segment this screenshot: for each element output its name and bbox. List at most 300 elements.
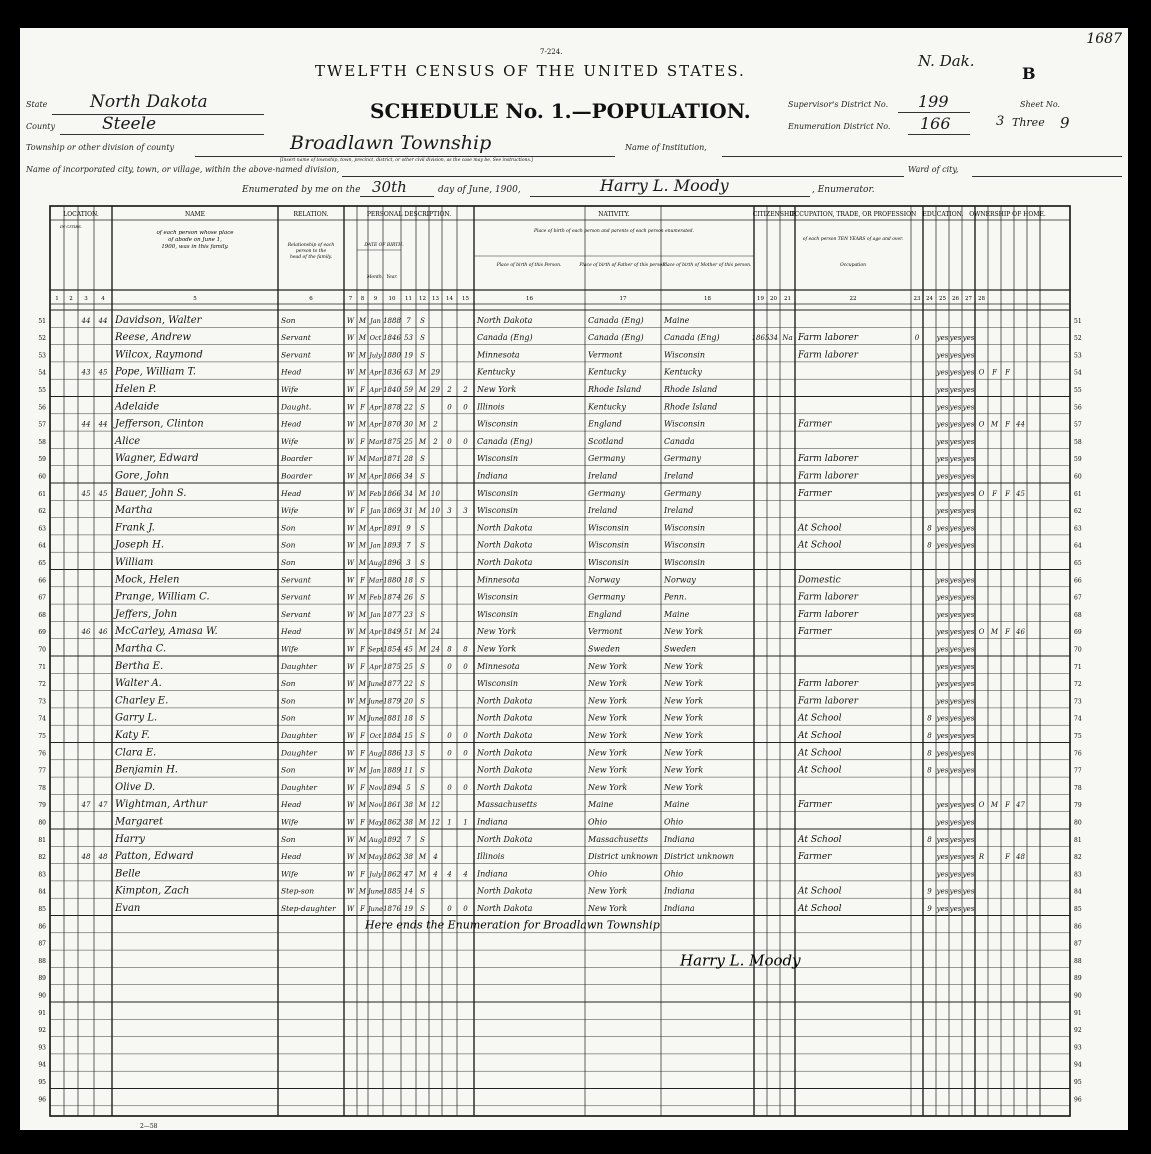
cell-children-living: 0: [463, 662, 468, 671]
cell-year: 1878: [383, 403, 401, 412]
cell-marital: S: [420, 905, 425, 913]
cell-sex: M: [358, 420, 367, 429]
line-number-right: 84: [1074, 888, 1082, 896]
cell-year: 1866: [383, 489, 401, 498]
cell-age: 26: [404, 593, 413, 602]
cell-marital: M: [418, 507, 427, 516]
cell-father-birth: Germany: [588, 488, 625, 498]
cell-mother-birth: Canada (Eng): [664, 333, 720, 343]
cell-year: 1849: [383, 628, 401, 637]
relation-column-description: Relationship of each: [287, 243, 335, 248]
line-number-left: 68: [38, 611, 46, 619]
birth-mother-header: Place of birth of Mother of this person.: [662, 263, 752, 268]
cell-schedule: 47: [1016, 801, 1025, 810]
cell-father-birth: Scotland: [588, 436, 624, 446]
line-number-right: 59: [1074, 456, 1082, 464]
cell-write: yes: [949, 662, 962, 671]
cell-years-married: 10: [431, 507, 440, 516]
line-number-right: 90: [1074, 992, 1082, 1000]
cell-occupation: Farm laborer: [798, 333, 859, 344]
cell-write: yes: [949, 420, 962, 429]
cell-birth: New York: [477, 385, 517, 394]
cell-month: Feb: [369, 489, 382, 498]
cell-children-born: 0: [447, 905, 452, 913]
cell-english: yes: [962, 386, 975, 394]
enumerated-mid: day of June, 1900,: [438, 185, 521, 195]
cell-occupation: Farmer: [798, 419, 832, 430]
cell-write: yes: [949, 351, 962, 360]
column-number: 24: [926, 296, 933, 302]
cell-month: Mar: [368, 576, 383, 585]
cell-name: Davidson, Walter: [115, 314, 202, 326]
column-group-header: OCCUPATION, TRADE, OR PROFESSION: [789, 211, 917, 218]
cell-sex: F: [360, 645, 365, 654]
cell-father-birth: New York: [588, 679, 628, 689]
cell-father-birth: Vermont: [588, 627, 623, 637]
cell-mother-birth: Ohio: [664, 869, 684, 879]
institution-label: Name of Institution,: [625, 143, 707, 152]
cell-sex: M: [358, 472, 367, 481]
cell-color: W: [346, 368, 355, 377]
cell-farm: F: [1005, 801, 1010, 810]
cell-mother-birth: Maine: [664, 800, 690, 810]
line-number-left: 67: [38, 594, 46, 602]
cell-marital: M: [418, 437, 427, 446]
cell-birth: Wisconsin: [477, 488, 519, 498]
cell-relation: Daughter: [281, 782, 317, 792]
cell-name: Belle: [115, 868, 141, 880]
cell-mother-birth: New York: [664, 713, 704, 723]
cell-children-living: 3: [463, 507, 468, 516]
cell-age: 38: [404, 853, 413, 862]
cell-write: yes: [949, 368, 962, 377]
cell-name: Helen P.: [115, 384, 157, 395]
cell-month: Apr: [369, 368, 382, 377]
cell-relation: Son: [281, 540, 296, 550]
cell-age: 22: [404, 403, 413, 412]
cell-father-birth: Wisconsin: [588, 540, 630, 550]
cell-father-birth: Germany: [588, 454, 625, 464]
cell-month: May: [368, 818, 383, 827]
cell-mother-birth: Maine: [664, 315, 690, 325]
cell-father-birth: Germany: [588, 592, 625, 602]
cell-year: 1836: [383, 368, 401, 377]
cell-relation: Son: [281, 713, 296, 723]
cell-mother-birth: Wisconsin: [664, 540, 706, 550]
column-number: 10: [388, 296, 396, 302]
cell-sex: M: [358, 697, 367, 706]
cell-read: yes: [936, 870, 949, 879]
cell-write: yes: [949, 801, 962, 810]
cell-marital: S: [420, 559, 425, 567]
cell-family: 48: [98, 853, 108, 862]
cell-write: yes: [949, 853, 962, 862]
cell-family: 46: [98, 628, 108, 637]
cell-read: yes: [936, 662, 949, 671]
cell-mother-birth: New York: [664, 679, 704, 689]
cell-name: Joseph H.: [115, 539, 164, 551]
cell-name: Katy F.: [115, 730, 150, 741]
line-number-left: 57: [38, 421, 46, 429]
cell-read: yes: [936, 680, 949, 689]
cell-english: yes: [962, 455, 975, 464]
cell-write: yes: [949, 714, 962, 723]
cell-year: 1886: [383, 749, 401, 758]
cell-occupation: Farmer: [798, 800, 832, 811]
cell-month: Mar: [368, 437, 383, 446]
cell-schedule: 48: [1016, 853, 1025, 862]
line-number-left: 87: [38, 940, 46, 948]
cell-age: 18: [404, 576, 413, 585]
cell-birth: Wisconsin: [477, 419, 519, 429]
cell-birth: North Dakota: [477, 696, 533, 706]
line-number-right: 63: [1074, 525, 1082, 533]
cell-relation: Wife: [281, 385, 299, 394]
cell-mother-birth: Indiana: [664, 834, 695, 844]
cell-month: Jan: [370, 507, 381, 516]
cell-family: 45: [98, 489, 108, 498]
cell-year: 1875: [383, 437, 401, 446]
cell-relation: Son: [281, 834, 296, 844]
cell-year: 1893: [383, 541, 401, 550]
cell-color: W: [346, 524, 355, 533]
cell-birth: North Dakota: [477, 765, 533, 775]
cell-children-born: 0: [447, 783, 452, 792]
cell-marital: M: [418, 386, 427, 394]
cell-name: Harry: [115, 833, 145, 845]
line-number-right: 91: [1074, 1009, 1082, 1017]
cell-schedule: 45: [1016, 489, 1025, 498]
cell-occupation: Farmer: [798, 488, 832, 499]
cell-marital: S: [420, 351, 425, 360]
cell-write: yes: [949, 576, 962, 585]
cell-naturalization: Na: [782, 334, 793, 343]
cell-schedule: 46: [1016, 628, 1025, 637]
cell-sex: M: [358, 680, 367, 689]
cell-color: W: [346, 662, 355, 671]
cell-marital: M: [418, 420, 427, 429]
cell-relation: Servant: [281, 609, 311, 619]
cell-marital: S: [420, 576, 425, 585]
cell-write: yes: [949, 645, 962, 654]
cell-write: yes: [949, 732, 962, 740]
cell-sex: M: [358, 334, 367, 343]
cell-sex: F: [360, 386, 365, 394]
cell-dwelling: 44: [81, 316, 91, 325]
line-number-left: 72: [38, 681, 46, 689]
line-number-right: 62: [1074, 508, 1082, 516]
cell-read: yes: [936, 645, 949, 654]
cell-mother-birth: Ireland: [664, 506, 694, 516]
cell-english: yes: [962, 593, 975, 602]
cell-write: yes: [949, 610, 962, 619]
cell-age: 19: [404, 905, 413, 913]
column-number: 18: [704, 296, 711, 302]
cell-month: Jan: [370, 610, 381, 619]
column-number: 15: [462, 296, 469, 302]
line-number-left: 66: [38, 577, 46, 585]
cell-read: yes: [936, 801, 949, 810]
cell-farm: F: [1005, 368, 1010, 377]
cell-birth: Wisconsin: [477, 454, 519, 464]
cell-relation: Head: [281, 800, 302, 810]
year-header: Year.: [386, 275, 398, 280]
cell-color: W: [346, 835, 355, 844]
line-number-right: 69: [1074, 629, 1082, 637]
ward-label: Ward of city,: [908, 165, 959, 174]
cell-occupation: Farmer: [798, 852, 832, 863]
form-code: 7-224.: [540, 48, 563, 56]
line-number-right: 70: [1074, 646, 1082, 654]
cell-color: W: [346, 610, 355, 619]
cell-marital: M: [418, 818, 427, 827]
column-number: 26: [952, 296, 959, 302]
cell-month: Apr: [369, 628, 382, 637]
cell-birth: North Dakota: [477, 782, 533, 792]
line-number-left: 77: [38, 767, 46, 775]
cell-children-living: 0: [463, 437, 468, 446]
cell-relation: Son: [281, 315, 296, 325]
cell-write: yes: [949, 334, 962, 343]
line-number-left: 64: [38, 542, 46, 550]
line-number-left: 55: [38, 387, 46, 394]
cell-name: Patton, Edward: [115, 851, 194, 863]
cell-name: Prange, William C.: [115, 591, 210, 603]
column-number: 1: [55, 296, 59, 302]
cell-year: 1877: [383, 610, 401, 619]
cell-read: yes: [936, 818, 949, 827]
cell-english: yes: [962, 732, 975, 740]
cell-father-birth: Vermont: [588, 350, 623, 360]
cell-write: yes: [949, 524, 962, 533]
line-number-right: 71: [1074, 663, 1082, 671]
cell-occupation: At School: [798, 904, 842, 914]
cell-mother-birth: New York: [664, 661, 704, 671]
cell-family: 44: [98, 420, 108, 429]
cell-year: 1876: [383, 905, 401, 913]
cell-color: W: [346, 818, 355, 827]
cell-age: 13: [404, 749, 413, 758]
cell-name: Clara E.: [115, 747, 157, 759]
line-number-right: 75: [1074, 733, 1082, 740]
cell-english: yes: [962, 420, 975, 429]
cell-father-birth: Kentucky: [588, 402, 626, 412]
cell-name: Kimpton, Zach: [115, 885, 190, 897]
cell-month: Apr: [369, 386, 382, 394]
cell-sex: M: [358, 559, 367, 567]
cell-marital: S: [420, 334, 425, 343]
column-number: 12: [419, 296, 426, 302]
cell-years-married: 12: [431, 801, 440, 810]
cell-write: yes: [949, 628, 962, 637]
cell-father-birth: England: [588, 419, 622, 429]
cell-age: 9: [406, 524, 411, 533]
cell-write: yes: [949, 541, 962, 550]
cell-name: Garry L.: [115, 712, 158, 724]
cell-mother-birth: Ireland: [664, 471, 694, 481]
cell-mother-birth: Wisconsin: [664, 558, 706, 567]
cell-marital: S: [420, 783, 425, 792]
column-number: 19: [757, 296, 764, 302]
cell-occupation: At School: [798, 523, 842, 534]
cell-color: W: [346, 455, 355, 464]
cell-occupation: At School: [798, 834, 842, 845]
occupation-description: of each person TEN YEARS of age and over.: [802, 237, 904, 242]
cell-children-living: 0: [463, 783, 468, 792]
cell-children-living: 0: [463, 732, 468, 740]
cell-school: 8: [927, 732, 932, 740]
cell-color: W: [346, 420, 355, 429]
line-number-right: 52: [1074, 335, 1082, 343]
cell-age: 7: [406, 541, 411, 550]
cell-month: Oct: [369, 732, 382, 740]
column-number: 21: [784, 296, 791, 302]
cell-year: 1874: [383, 593, 401, 602]
cell-name: McCarley, Amasa W.: [115, 626, 218, 638]
cell-name: Benjamin H.: [115, 764, 178, 776]
cell-name: Gore, John: [115, 470, 169, 482]
cell-dwelling: 47: [81, 801, 91, 810]
name-column-description: of abode on June 1,: [168, 237, 222, 243]
cell-sex: F: [360, 870, 365, 879]
cell-mother-birth: District unknown: [664, 852, 735, 862]
cell-sex: M: [358, 541, 367, 550]
cell-mother-birth: Penn.: [664, 592, 687, 602]
cell-years-married: 4: [433, 870, 438, 879]
cell-month: June: [368, 905, 383, 913]
cell-farm: F: [1005, 853, 1010, 862]
line-number-right: 66: [1074, 577, 1082, 585]
cell-mother-birth: Kentucky: [664, 367, 702, 377]
column-number: 2: [69, 296, 73, 302]
cell-read: yes: [936, 835, 949, 844]
cell-month: May: [368, 853, 383, 862]
cell-birth: Wisconsin: [477, 679, 519, 689]
line-number-right: 96: [1074, 1096, 1082, 1104]
line-number-left: 65: [38, 560, 46, 567]
cell-year: 1866: [383, 472, 401, 481]
footer-code: 2—58: [140, 1123, 158, 1130]
cell-english: yes: [962, 524, 975, 533]
cell-marital: S: [420, 749, 425, 758]
enumeration-label: Enumeration District No.: [788, 122, 891, 131]
cell-children-born: 0: [447, 732, 452, 740]
line-number-left: 63: [38, 525, 46, 533]
cell-father-birth: New York: [588, 748, 628, 758]
cell-age: 23: [404, 610, 413, 619]
column-number: 4: [101, 296, 105, 302]
cell-farm: F: [1005, 489, 1010, 498]
cell-write: yes: [949, 835, 962, 844]
cell-relation: Servant: [281, 575, 311, 585]
column-group-header: OWNERSHIP OF HOME.: [969, 211, 1046, 218]
cell-father-birth: Wisconsin: [588, 558, 630, 567]
county-value: Steele: [102, 114, 157, 134]
cell-relation: Wife: [281, 869, 299, 879]
cell-father-birth: Norway: [588, 575, 620, 585]
cell-name: Olive D.: [115, 781, 156, 793]
line-number-left: 54: [38, 369, 46, 377]
cell-year: 1877: [383, 680, 401, 689]
cell-year: 1862: [383, 870, 401, 879]
cell-occupation: Farm laborer: [798, 454, 859, 465]
cell-year: 1862: [383, 818, 401, 827]
cell-english: yes: [962, 749, 975, 758]
cell-year: 1879: [383, 697, 401, 706]
cell-name: Mock, Helen: [115, 574, 180, 586]
cell-birth: North Dakota: [477, 748, 533, 758]
cell-year: 1869: [383, 507, 401, 516]
line-number-right: 76: [1074, 750, 1082, 758]
table-frame: [50, 206, 1070, 1116]
line-number-left: 80: [38, 819, 46, 827]
cell-relation: Wife: [281, 436, 299, 446]
county-label: County: [26, 122, 55, 131]
cell-color: W: [346, 887, 355, 896]
cell-year: 1884: [383, 732, 401, 740]
cell-age: 14: [404, 887, 413, 896]
cell-mother-birth: Wisconsin: [664, 523, 706, 533]
enumerator-name: Harry L. Moody: [600, 176, 729, 195]
cell-mortgage: F: [992, 489, 997, 498]
cell-owned: O: [978, 489, 985, 498]
cell-year: 1875: [383, 662, 401, 671]
cell-read: yes: [936, 610, 949, 619]
cell-english: yes: [962, 541, 975, 550]
cell-birth: Indiana: [477, 869, 508, 879]
cell-birth: North Dakota: [477, 731, 533, 740]
cell-color: W: [346, 714, 355, 723]
line-number-left: 70: [38, 646, 46, 654]
cell-name: Reese, Andrew: [115, 332, 192, 344]
cell-write: yes: [949, 749, 962, 758]
incorporated-label: Name of incorporated city, town, or village, within the above-named division,: [26, 165, 340, 174]
cell-occupation: Farm laborer: [798, 592, 859, 603]
cell-age: 38: [404, 818, 413, 827]
cell-years-married: 29: [431, 386, 440, 394]
cell-relation: Son: [281, 765, 296, 775]
column-group-header: RELATION.: [293, 211, 329, 218]
cell-owned: R: [978, 853, 985, 862]
line-number-left: 61: [38, 490, 46, 498]
cell-school: 8: [927, 766, 932, 775]
line-number-left: 82: [38, 854, 46, 862]
cell-marital: S: [420, 766, 425, 775]
cell-father-birth: Canada (Eng): [588, 333, 644, 343]
cell-age: 19: [404, 351, 413, 360]
line-number-right: 73: [1074, 698, 1082, 706]
cell-year: 1889: [383, 766, 401, 775]
line-number-right: 81: [1074, 836, 1082, 844]
cell-read: yes: [936, 905, 949, 913]
cell-marital: S: [420, 472, 425, 481]
cell-school: 8: [927, 541, 932, 550]
cell-occupation: At School: [798, 713, 842, 724]
supervisor-value: 199: [918, 92, 949, 111]
cell-birth: Wisconsin: [477, 506, 519, 516]
column-number: 23: [913, 296, 921, 302]
cell-english: yes: [962, 697, 975, 706]
cell-children-born: 8: [447, 645, 452, 654]
cell-color: W: [346, 905, 355, 913]
cell-month: Sept: [367, 645, 384, 654]
line-number-right: 86: [1074, 923, 1082, 931]
cell-father-birth: England: [588, 609, 622, 619]
cell-sex: F: [360, 437, 365, 446]
cell-owned: O: [978, 420, 985, 429]
nativity-description: Place of birth of each person and parents of each person enumerated.: [534, 229, 694, 234]
cell-mother-birth: New York: [664, 782, 704, 792]
